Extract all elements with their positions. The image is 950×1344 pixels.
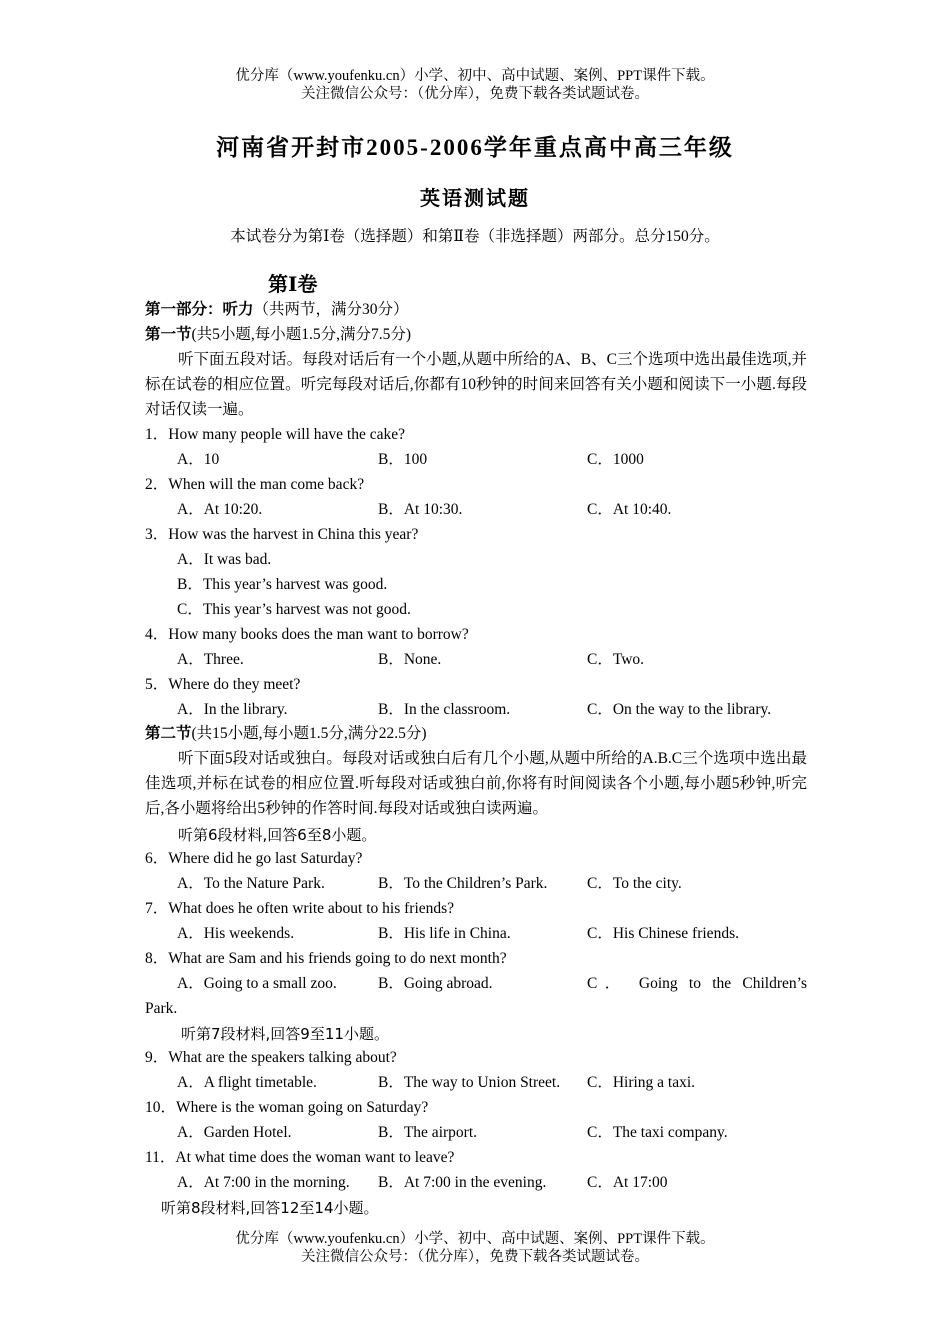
- question-1-option-b: B．100: [378, 451, 428, 468]
- question-5-option-c: C．On the way to the library.: [587, 701, 772, 718]
- question-6-option-c: C．To the city.: [587, 875, 682, 892]
- section2-heading: [145, 724, 807, 744]
- question-11-option-c: C．At 17:00: [587, 1174, 668, 1191]
- question-7-option-a: A．His weekends.: [177, 925, 295, 942]
- material-8-note: 听第8段材料,回答12至14小题。: [161, 1199, 379, 1217]
- question-11-option-b: B．At 7:00 in the evening.: [378, 1174, 547, 1191]
- question-7-option-c: C．His Chinese friends.: [587, 925, 739, 942]
- exam-intro: 本试卷分为第Ⅰ卷（选择题）和第Ⅱ卷（非选择题）两部分。总分150分。: [230, 228, 720, 245]
- question-10-option-a: A．Garden Hotel.: [177, 1124, 292, 1141]
- question-5-option-b: B．In the classroom.: [378, 701, 511, 718]
- question-6-option-a: A．To the Nature Park.: [177, 875, 325, 892]
- question-1-option-c: C．1000: [587, 451, 644, 468]
- question-10-option-b: B．The airport.: [378, 1124, 478, 1141]
- section1-label: 第一节: [145, 326, 192, 343]
- question-9-stem: 9．What are the speakers talking about?: [145, 1049, 397, 1066]
- question-1-stem: 1．How many people will have the cake?: [145, 426, 405, 443]
- question-11-stem: 11．At what time does the woman want to leave?: [145, 1149, 455, 1166]
- section1-detail: (共5小题,每小题1.5分,满分7.5分): [191, 326, 412, 343]
- question-10-stem: 10．Where is the woman going on Saturday?: [145, 1099, 429, 1116]
- question-3-stem: 3．How was the harvest in China this year?: [145, 526, 419, 543]
- question-8-option-a: A．Going to a small zoo.: [177, 975, 337, 992]
- header-line-1: 优分库（www.youfenku.cn）小学、初中、高中试题、案例、PPT课件下载。: [235, 68, 715, 84]
- header-line-2: 关注微信公众号：（优分库），免费下载各类试题试卷。: [301, 86, 649, 102]
- question-9-option-c: C．Hiring a taxi.: [587, 1074, 696, 1091]
- question-5-stem: 5．Where do they meet?: [145, 676, 301, 693]
- section2-instructions: 听下面5段对话或独白。每段对话或独白后有几个小题,从题中所给的A.B.C三个选项中选出最佳选项,并标在试卷的相应位置.听每段对话或独白前,你将有时间阅读各个小题,每小题5秒钟,听完后,各小题将给出5秒钟的作答时间.每段对话或独白读两遍。: [145, 750, 807, 817]
- question-9-option-b: B．The way to Union Street.: [378, 1074, 561, 1091]
- part1-detail: （共两节，满分30分）: [253, 301, 409, 318]
- question-8-option-c-continued: Park.: [145, 1000, 178, 1017]
- question-9-option-a: A．A flight timetable.: [177, 1074, 317, 1091]
- question-11-option-a: A．At 7:00 in the morning.: [177, 1174, 350, 1191]
- part1-heading: [145, 300, 807, 320]
- question-7-option-b: B．His life in China.: [378, 925, 511, 942]
- question-2-option-b: B．At 10:30.: [378, 501, 463, 518]
- material-6-note: 听第6段材料,回答6至8小题。: [178, 826, 377, 844]
- part1-label: 第一部分：听力: [145, 301, 254, 318]
- section2-label: 第二节: [145, 725, 192, 742]
- question-6-option-b: B．To the Children’s Park.: [378, 875, 548, 892]
- question-3-option-c: C．This year’s harvest was not good.: [177, 601, 411, 618]
- question-4-option-b: B．None.: [378, 651, 442, 668]
- question-7-stem: 7．What does he often write about to his friends?: [145, 900, 455, 917]
- question-10-option-c: C．The taxi company.: [587, 1124, 728, 1141]
- question-4-option-a: A．Three.: [177, 651, 244, 668]
- question-2-option-a: A．At 10:20.: [177, 501, 263, 518]
- question-3-option-a: A．It was bad.: [177, 551, 272, 568]
- section1-heading: [145, 325, 807, 345]
- question-2-option-c: C．At 10:40.: [587, 501, 672, 518]
- question-3-option-b: B．This year’s harvest was good.: [177, 576, 388, 593]
- volume-heading: 第Ⅰ卷: [268, 274, 318, 296]
- section1-instructions: 听下面五段对话。每段对话后有一个小题,从题中所给的A、B、C三个选项中选出最佳选项,并标在试卷的相应位置。听完每段对话后,你都有10秒钟的时间来回答有关小题和阅读下一小题.每段对话仅读一遍。: [145, 351, 807, 418]
- material-7-note: 听第7段材料,回答9至11小题。: [181, 1025, 389, 1043]
- question-8-stem: 8．What are Sam and his friends going to do next month?: [145, 950, 507, 967]
- exam-subtitle: 英语测试题: [420, 188, 530, 210]
- question-2-stem: 2．When will the man come back?: [145, 476, 365, 493]
- question-1-option-a: A．10: [177, 451, 220, 468]
- question-8-option-c: C． Going to the Children’s: [587, 975, 807, 992]
- footer-line-1: 优分库（www.youfenku.cn）小学、初中、高中试题、案例、PPT课件下载。: [235, 1231, 715, 1247]
- question-6-stem: 6．Where did he go last Saturday?: [145, 850, 363, 867]
- question-4-stem: 4．How many books does the man want to borrow?: [145, 626, 469, 643]
- question-8-option-b: B．Going abroad.: [378, 975, 493, 992]
- footer-line-2: 关注微信公众号：（优分库），免费下载各类试题试卷。: [301, 1249, 649, 1265]
- exam-title: 河南省开封市2005-2006学年重点高中高三年级: [216, 135, 734, 160]
- question-4-option-c: C．Two.: [587, 651, 645, 668]
- question-5-option-a: A．In the library.: [177, 701, 288, 718]
- section2-detail: (共15小题,每小题1.5分,满分22.5分): [191, 725, 427, 742]
